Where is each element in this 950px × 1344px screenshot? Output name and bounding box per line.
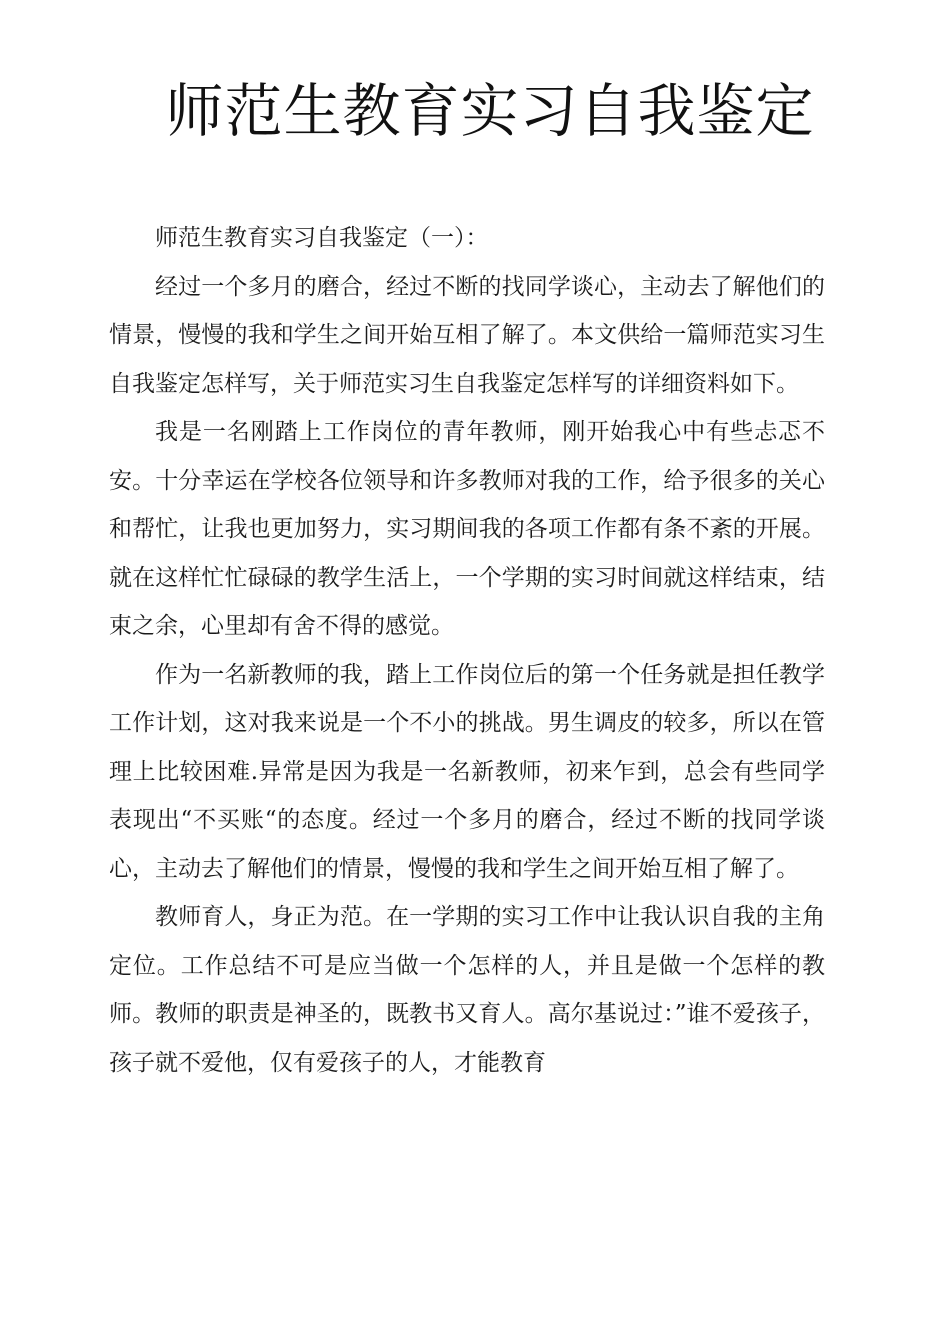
paragraph: 我是一名刚踏上工作岗位的青年教师，刚开始我心中有些忐忑不安。十分幸运在学校各位领导和许多教师对我的工作，给予很多的关心和帮忙，让我也更加努力，实习期间我的各项工作都有条不紊的开展。就在这样忙忙碌碌的教学生活上，一个学期的实习时间就这样结束，结束之余，心里却有舍不得的感觉。 bbox=[109, 419, 825, 639]
document-title: 师范生教育实习自我鉴定 bbox=[165, 77, 815, 145]
paragraph: 经过一个多月的磨合，经过不断的找同学谈心，主动去了解他们的情景，慢慢的我和学生之间开始互相了解了。本文供给一篇师范实习生自我鉴定怎样写，关于师范实习生自我鉴定怎样写的详细资料如下。 bbox=[109, 273, 825, 397]
paragraph: 作为一名新教师的我，踏上工作岗位后的第一个任务就是担任教学工作计划，这对我来说是一个不小的挑战。男生调皮的较多，所以在管理上比较困难.异常是因为我是一名新教师，初来乍到，总会有些同学表现出“不买账“的态度。经过一个多月的磨合，经过不断的找同学谈心，主动去了解他们的情景，慢慢的我和学生之间开始互相了解了。 bbox=[109, 661, 825, 882]
paragraph: 教师育人，身正为范。在一学期的实习工作中让我认识自我的主角定位。工作总结不可是应当做一个怎样的人，并且是做一个怎样的教师。教师的职责是神圣的，既教书又育人。高尔基说过：”谁不爱孩子，孩子就不爱他，仅有爱孩子的人，才能教育 bbox=[109, 904, 825, 1076]
document-body bbox=[109, 214, 825, 1087]
section-heading: 师范生教育实习自我鉴定（一）： bbox=[155, 225, 489, 251]
